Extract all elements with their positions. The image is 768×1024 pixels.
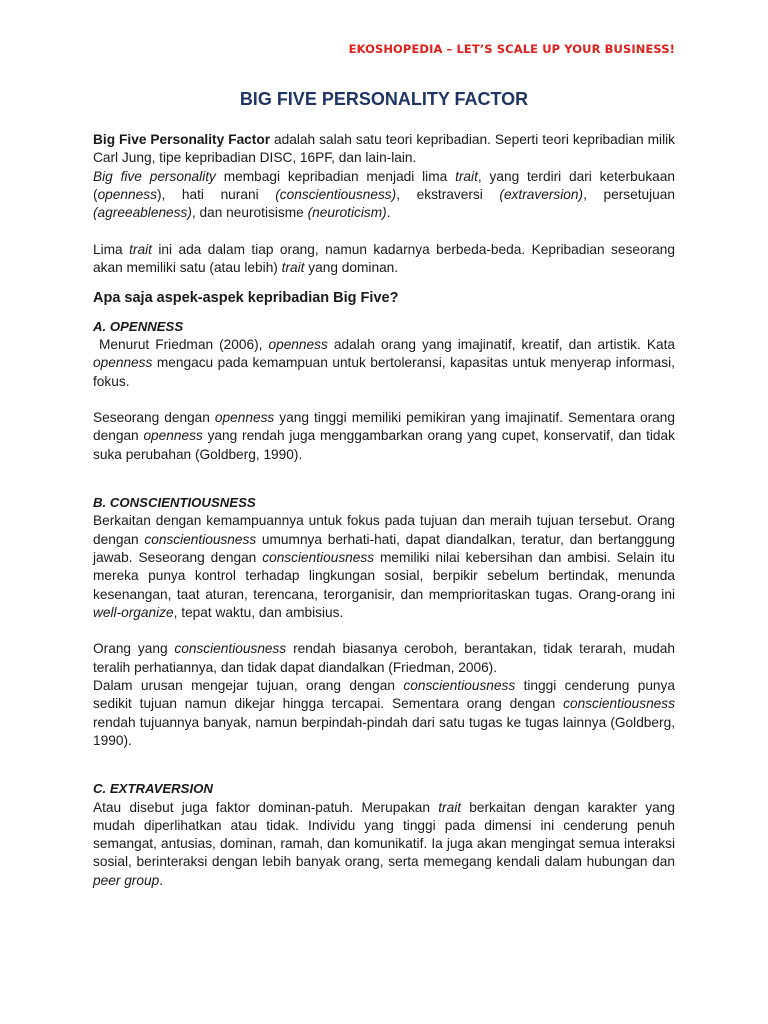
page-title: BIG FIVE PERSONALITY FACTOR [239,89,529,109]
spacer [93,222,675,240]
openness-paragraph-2: Seseorang dengan openness yang tinggi memiliki pemikiran yang imajinatif. Sementara orang dengan openness yang rendah juga menggambarkan orang yang cupet, konservatif, dan tidak suka perubahan (Goldberg, 1990). [93,410,675,462]
section-question: Apa saja aspek-aspek kepribadian Big Five? [93,290,399,307]
openness-paragraph-1: Menurut Friedman (2006), openness adalah orang yang imajinatif, kreatif, dan artistik. Kata openness mengacu pada kemampuan untuk bertoleransi, kapasitas untuk menyerap informasi, fokus. [93,336,675,389]
spacer [93,391,675,409]
spacer [93,750,675,780]
brand-header: EKOSHOPEDIA – LET’S SCALE UP YOUR BUSINESS! [348,42,675,56]
spacer [93,622,675,640]
heading-openness: A. OPENNESS [93,318,184,334]
conscientiousness-paragraph-2: Orang yang conscientiousness rendah biasanya ceroboh, berantakan, tidak terarah, mudah teralih perhatiannya, dan tidak dapat diandalkan (Friedman, 2006). [93,641,675,675]
intro-paragraph-2: Big five personality membagi kepribadian menjadi lima trait, yang terdiri dari keterbukaan (openness), hati nurani (conscientiousness), ekstraversi (extraversion), persetujuan (agreeableness), dan neurotisisme (neuroticism). [93,168,675,221]
extraversion-paragraph-1: Atau disebut juga faktor dominan-patuh. Merupakan trait berkaitan dengan karakter yang mudah diperlihatkan atau tidak. Individu yang tinggi pada dimensi ini cenderung penuh semangat, antusias, dominan, ramah, dan komunikatif. Ia juga akan mengingat semua interaksi sosial, berinteraksi dengan lebih banyak orang, serta memegang kendali dalam hubungan dan peer group. [93,799,675,888]
heading-conscientiousness: B. CONSCIENTIOUSNESS [93,495,256,511]
conscientiousness-paragraph-1: Berkaitan dengan kemampuannya untuk fokus pada tujuan dan meraih tujuan tersebut. Orang dengan conscientiousness umumnya berhati-hati, dapat diandalkan, teratur, dan bertanggung jawab. Seseorang dengan conscientiousness memiliki nilai kebersihan dan ambisi. Selain itu mereka punya kontrol terhadap lingkungan sosial, berpikir sebelum bertindak, menunda kesenangan, taat aturan, terencana, terorganisir, dan memprioritaskan tugas. Orang-orang ini well-organize, tepat waktu, dan ambisius. [93,513,675,620]
document-body [93,131,675,890]
spacer [93,464,675,494]
heading-extraversion: C. EXTRAVERSION [93,781,213,797]
intro-paragraph-3: Lima trait ini ada dalam tiap orang, namun kadarnya berbeda-beda. Kepribadian seseorang akan memiliki satu (atau lebih) trait yang dominan. [93,241,675,276]
intro-paragraph-1: Big Five Personality Factor adalah salah satu teori kepribadian. Seperti teori kepribadian milik Carl Jung, tipe kepribadian DISC, 16PF, dan lain-lain. [93,132,675,166]
conscientiousness-paragraph-3: Dalam urusan mengejar tujuan, orang dengan conscientiousness tinggi cenderung punya sedikit tujuan namun dikejar hingga tercapai. Sementara orang dengan conscientiousness rendah tujuannya banyak, namun berpindah-pindah dari satu tugas ke tugas lainnya (Goldberg, 1990). [93,678,675,748]
